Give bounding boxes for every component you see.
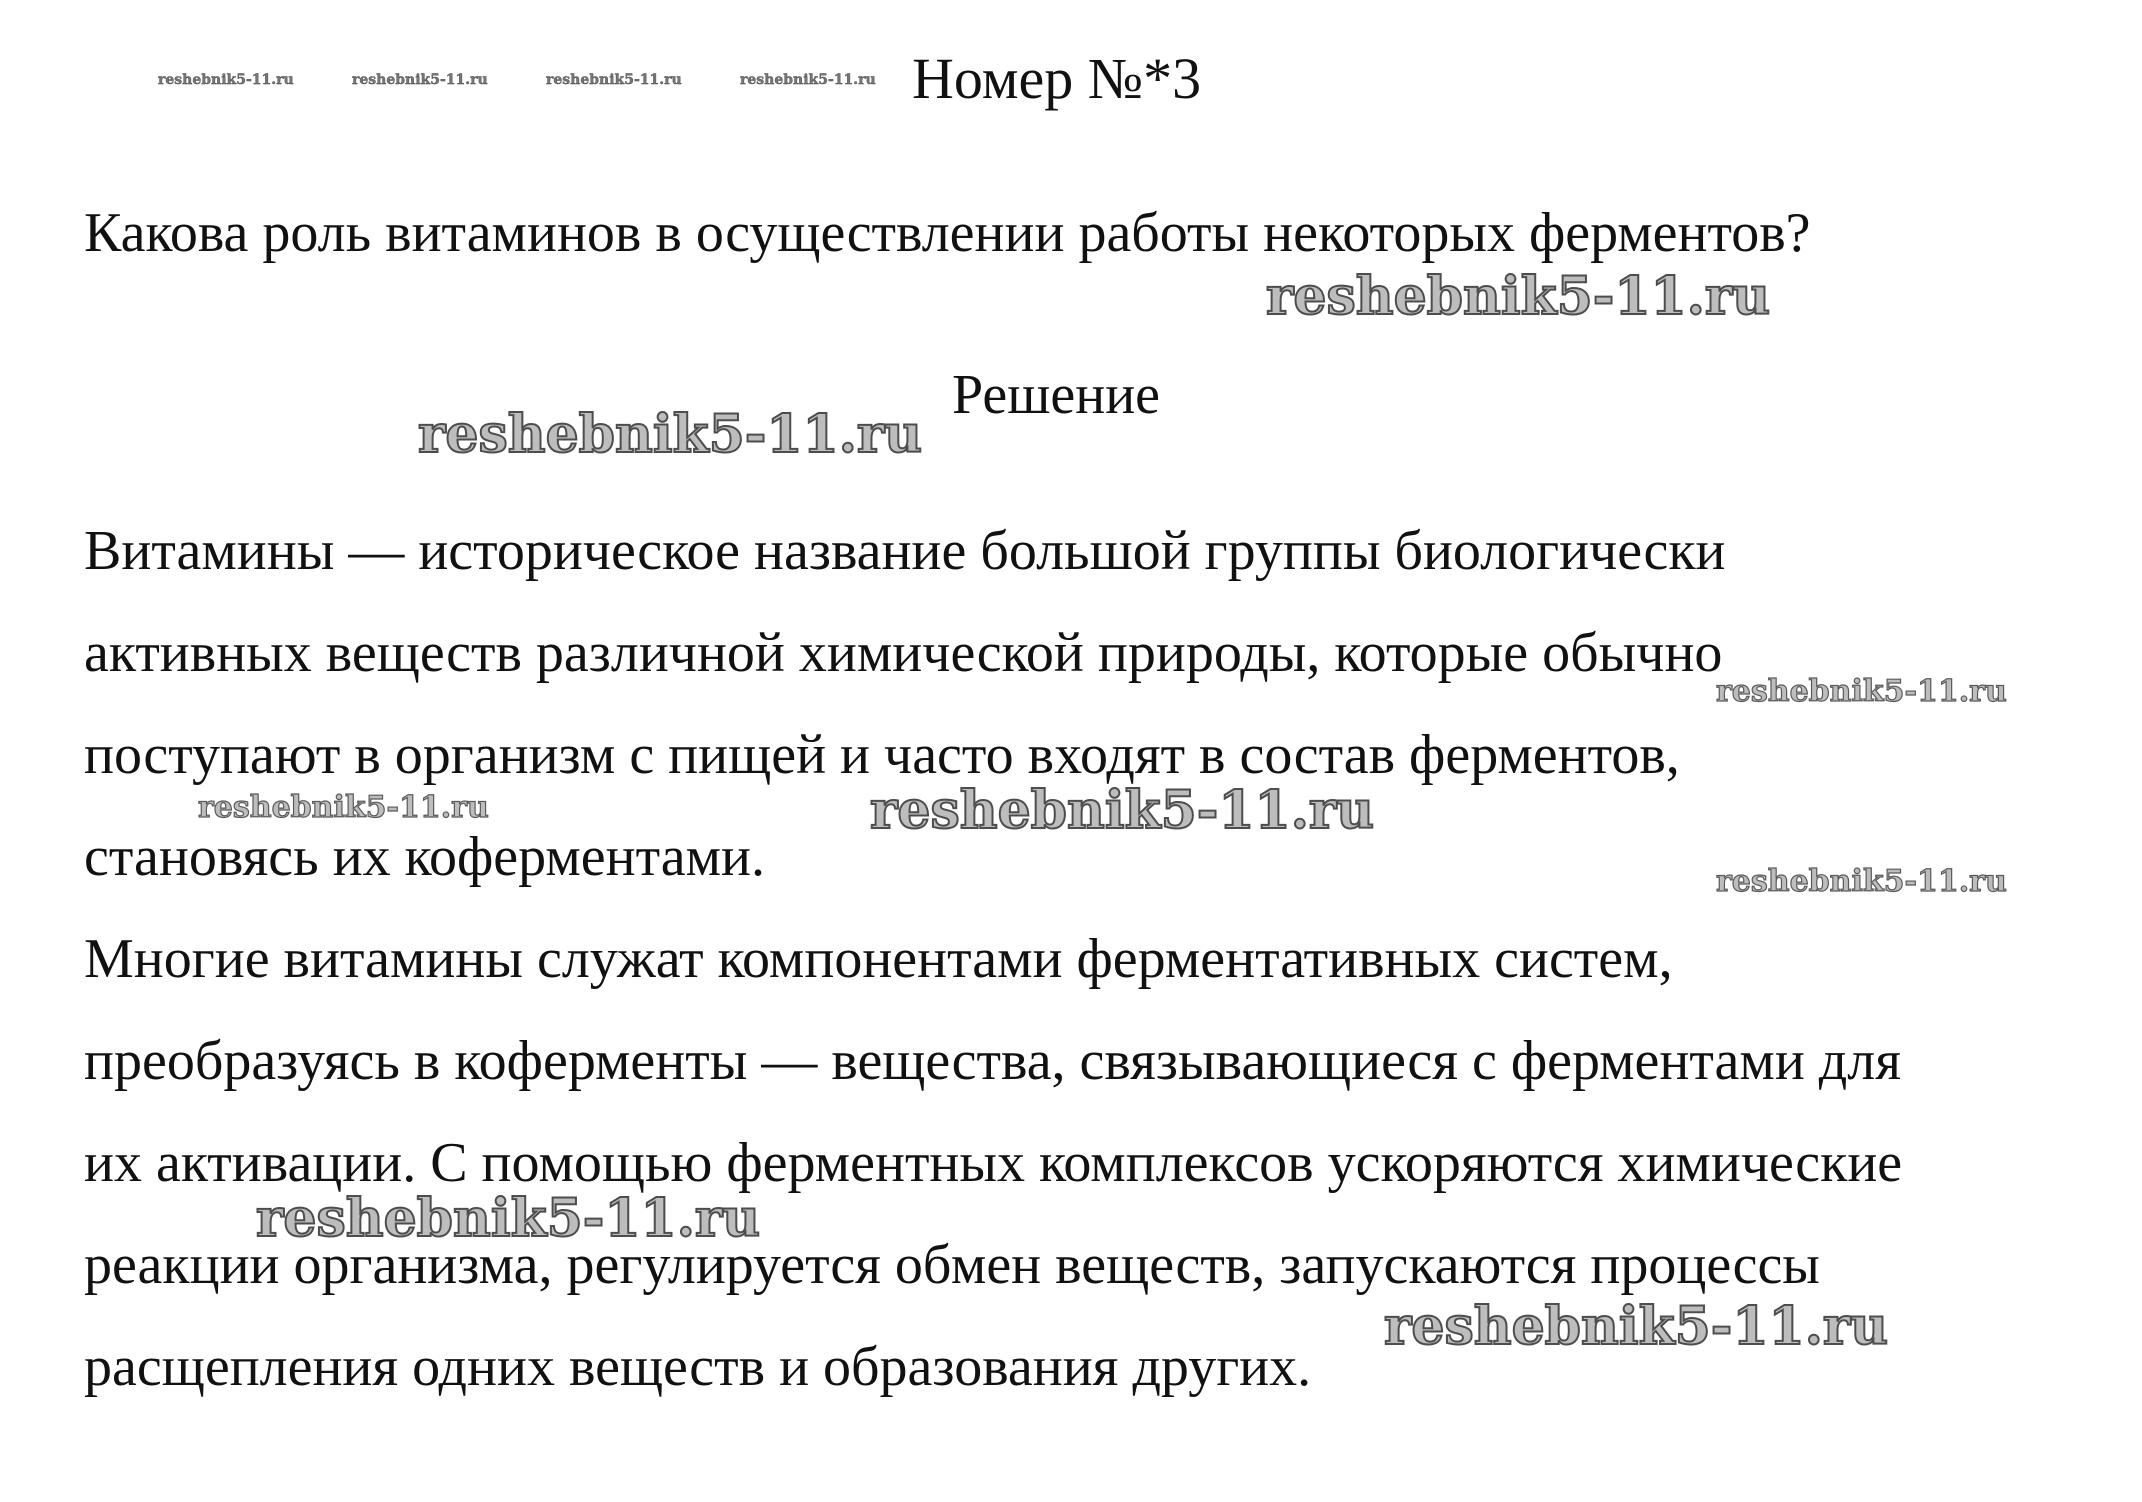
solution-heading: Решение: [952, 364, 1161, 426]
question-text: Какова роль витаминов в осуществлении работы некоторых ферментов?: [84, 202, 1811, 264]
answer-line-8: реакции организма, регулируется обмен веществ, запускаются процессы: [84, 1234, 1820, 1296]
watermark-header-1: reshebnik5-11.ru: [158, 72, 294, 88]
watermark-small-2: reshebnik5-11.ru: [198, 790, 489, 825]
watermark-header-4: reshebnik5-11.ru: [740, 72, 876, 88]
watermark-header-2: reshebnik5-11.ru: [352, 72, 488, 88]
answer-line-1: Витамины — историческое название большой группы биологически: [84, 520, 1726, 582]
page-title: Номер №*3: [912, 46, 1202, 111]
answer-line-6: преобразуясь в коферменты — вещества, связывающиеся с ферментами для: [84, 1030, 1901, 1092]
answer-line-3: поступают в организм с пищей и часто входят в состав ферментов,: [84, 724, 1680, 786]
watermark-large-2: reshebnik5-11.ru: [418, 404, 923, 465]
watermark-header-3: reshebnik5-11.ru: [546, 72, 682, 88]
answer-line-9: расщепления одних веществ и образования других.: [84, 1336, 1312, 1398]
answer-line-4: становясь их коферментами.: [84, 826, 765, 888]
watermark-small-1: reshebnik5-11.ru: [1716, 674, 2007, 709]
watermark-large-5: reshebnik5-11.ru: [1384, 1296, 1889, 1357]
watermark-large-3: reshebnik5-11.ru: [870, 780, 1375, 841]
answer-line-5: Многие витамины служат компонентами ферментативных систем,: [84, 928, 1673, 990]
watermark-large-4: reshebnik5-11.ru: [256, 1188, 761, 1249]
answer-line-2: активных веществ различной химической природы, которые обычно: [84, 622, 1723, 684]
answer-line-7: их активации. С помощью ферментных комплексов ускоряются химические: [84, 1132, 1903, 1194]
watermark-small-3: reshebnik5-11.ru: [1716, 864, 2007, 899]
watermark-large-1: reshebnik5-11.ru: [1266, 266, 1771, 327]
